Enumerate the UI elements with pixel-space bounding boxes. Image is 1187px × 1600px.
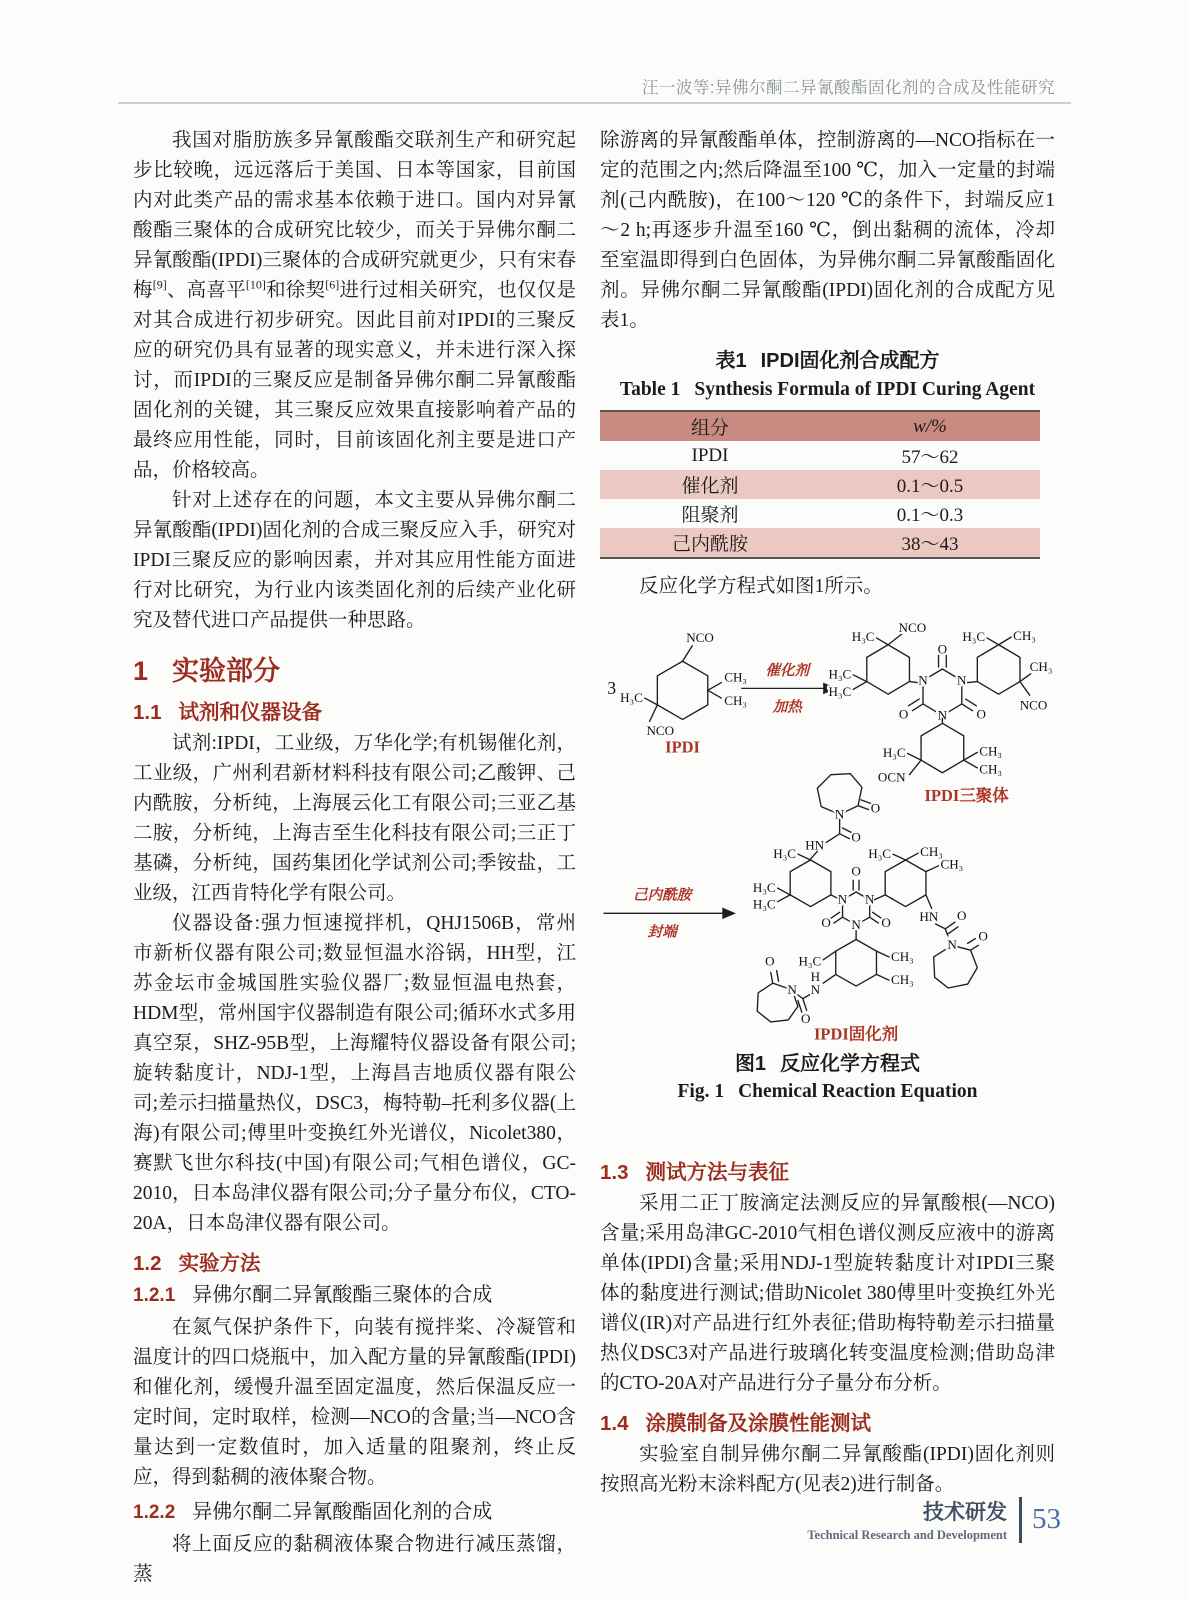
hn-label: HN [805,837,825,853]
table1 [600,410,1040,559]
nitrogen-label: N [834,806,845,822]
nco-label: NCO [646,722,675,738]
table1-label-en: Table 1 [619,379,681,400]
section-number: 1.2 [133,1252,162,1275]
figure1-label-cn: 图1 [734,1053,767,1075]
h3c-label: H₃C [962,628,986,644]
figure1-caption-text-en: Chemical Reaction Equation [738,1081,978,1102]
section-number: 1.2.1 [133,1285,176,1306]
oxygen-label: O [937,641,948,657]
table-cell: 催化剂 [681,476,739,497]
ipdi-trimer-structure [829,620,1053,805]
oxygen-label: O [800,1010,811,1026]
text-run: 、高喜平 [166,280,246,301]
h3c-label: H₃C [752,896,776,912]
oxygen-label: O [851,863,861,879]
citation-ref-10: [10] [245,277,266,292]
oxygen-label: O [957,908,967,924]
ch3-label: CH₃ [979,743,1002,759]
oxygen-label: O [881,914,891,930]
oxygen-label: O [821,914,831,930]
table-cell: 己内酰胺 [671,534,748,555]
nitrogen-label: N [937,707,948,723]
figure1-caption-cn [600,1051,1055,1078]
figure1-caption-en [600,1078,1055,1105]
section-title: 试剂和仪器设备 [178,701,322,724]
text-run: 我国对脂肪族多异氰酸酯交联剂生产和研究起步比较晚，远远落后于美国、日本等国家，目前国内对此类产品的需求基本依赖于进口。国内对异氰酸酯三聚体的合成研究比较少，而关于异佛尔酮二异氰酸酯(IPDI)三聚体的合成研究就更少，只有宋春梅 [133,130,576,301]
nitrogen-label: N [957,672,967,688]
h3c-label: H₃C [798,953,822,969]
table1-header-wpct: w/% [913,415,947,437]
test-methods-paragraph: 采用二正丁胺滴定法测反应的异氰酸根(—NCO)含量;采用岛津GC-2010气相色谱仪测反应液中的游离单体(IPDI)含量;采用NDJ-1型旋转黏度计对IPDI三聚体的黏度进行测试;借助Nicolet 380傅里叶变换红外光谱仪(IR)对产品进行红外表征;借助梅特勒差示扫描量热仪DSC3对产品进行玻璃化转变温度检测;借助岛津的CTO-20A对产品进行分子量分布分析。 [600,1193,1055,1394]
oxygen-label: O [976,706,986,722]
h3c-label: H₃C [851,628,875,644]
section-title: 测试方法与表征 [645,1161,789,1184]
ch3-label: CH₃ [891,972,914,988]
reaction-arrow-1 [742,662,837,716]
table-cell: 57～62 [901,447,959,468]
trimer-synthesis-paragraph: 在氮气保护条件下，向装有搅拌桨、冷凝管和温度计的四口烧瓶中，加入配方量的异氰酸酯(IPDI)和催化剂，缓慢升温至固定温度，然后保温反应一定时间，定时取样，检测—NCO的含量;当—NCO含量达到一定数值时，加入适量的阻聚剂，终止反应，得到黏稠的液体聚合物。 [133,1317,576,1488]
h3c-label: H₃C [828,684,852,700]
figure1-reaction-scheme [600,605,1056,1051]
left-column [133,126,576,1590]
table1-header-row [600,411,1040,441]
section-title: 实验部分 [172,656,281,686]
coating-paragraph: 实验室自制异佛尔酮二异氰酸酯(IPDI)固化剂则按照高光粉末涂料配方(见表2)进行制备。 [600,1444,1055,1495]
subsection-heading-1-1 [133,695,576,725]
section-number: 1.2.2 [133,1502,176,1523]
nitrogen-label: N [787,981,797,997]
table1-title-cn [600,348,1055,375]
ch3-label: CH₃ [724,692,747,708]
nitrogen-label: N [864,891,875,907]
ch3-label: CH₃ [940,856,964,872]
nitrogen-label: N [810,981,821,997]
subsubsection-heading-1-2-1 [133,1280,576,1311]
table-row [600,441,1040,470]
oxygen-label: O [851,829,861,845]
intro-paragraph-1 [133,126,576,486]
footer-section-labels [807,1496,1007,1543]
stoichiometric-coefficient: 3 [607,678,617,699]
h3c-label: H₃C [752,879,776,895]
nitrogen-label: N [837,891,848,907]
ch3-label: CH₃ [979,761,1002,777]
ch3-label: CH₃ [891,948,914,964]
nco-label: NCO [898,620,927,636]
reagents-paragraph: 试剂:IPDI，工业级，万华化学;有机锡催化剂，工业级，广州利君新材料科技有限公司;乙酸钾、己内酰胺，分析纯，上海展云化工有限公司;三亚乙基二胺，分析纯，上海吉至生化科技有限公司;三正丁基磷，分析纯，国药集团化学试剂公司;季铵盐，工业级，江西肯特化学有限公司。 [133,733,576,904]
curing-agent-synthesis-paragraph: 将上面反应的黏稠液体聚合物进行减压蒸馏，蒸 [133,1534,576,1585]
heating-condition-label: 加热 [772,699,802,716]
blocking-condition-label: 封端 [647,924,677,941]
page-number: 53 [1032,1503,1061,1535]
citation-ref-6: [6] [325,277,340,292]
h3c-label: H₃C [773,846,797,862]
ipdi-curing-agent-structure [753,774,988,1044]
table-row [600,528,1040,558]
header-divider [118,102,1071,104]
citation-ref-9: [9] [152,277,167,292]
h3c-label: H₃C [868,846,892,862]
footer-divider [1019,1497,1022,1543]
nitrogen-label: N [851,916,861,932]
section-number: 1.4 [600,1412,629,1435]
section-title: 涂膜制备及涂膜性能测试 [645,1412,871,1435]
nco-label: NCO [1019,697,1048,713]
reactant-label: IPDI [665,737,700,757]
subsection-heading-1-2 [133,1246,576,1276]
figure1-caption-text-cn: 反应化学方程式 [780,1053,921,1075]
section-number: 1.3 [600,1161,629,1184]
intro-paragraph-2: 针对上述存在的问题，本文主要从异佛尔酮二异氰酸酯(IPDI)固化剂的合成三聚反应入手，研究对IPDI三聚反应的影响因素，并对其应用性能方面进行对比研究，为行业内该类固化剂的后续产业化研究及替代进口产品提供一种思路。 [133,490,576,631]
table-cell: 38～43 [901,534,959,555]
table-row [600,470,1040,499]
section-heading-1 [133,649,576,688]
ipdi-monomer-structure [607,630,747,757]
reaction-arrow-2 [604,887,736,941]
table-cell: 0.1～0.3 [896,505,964,526]
continuation-paragraph: 除游离的异氰酸酯单体，控制游离的—NCO指标在一定的范围之内;然后降温至100 ℃，加入一定量的封端剂(己内酰胺)，在100～120 ℃的条件下，封端反应1～2 h;再逐步升温至160 ℃，倒出黏稠的流体，冷却至室温即得到白色固体，为异佛尔酮二异氰酸酯固化剂。异佛尔酮二异氰酸酯(IPDI)固化剂的合成配方见表1。 [600,130,1055,331]
table1-caption-en: Synthesis Formula of IPDI Curing Agent [694,379,1036,400]
ocn-label: OCN [877,769,906,785]
h3c-label: H₃C [620,689,643,705]
table-row [600,499,1040,528]
subsection-heading-1-3 [600,1155,1055,1185]
right-column [600,126,1055,1500]
section-title: 异佛尔酮二异氰酸酯固化剂的合成 [192,1501,493,1523]
section-number: 1 [133,656,149,686]
oxygen-label: O [898,706,909,722]
catalyst-condition-label: 催化剂 [765,662,810,679]
table-cell: 阻聚剂 [681,505,739,526]
text-run: 和徐契 [265,280,326,301]
oxygen-label: O [765,953,775,969]
table-cell: 0.1～0.5 [896,476,964,497]
ch3-label: CH₃ [724,669,747,685]
section-number: 1.1 [133,701,162,724]
text-run: 进行过相关研究，也仅仅是对其合成进行初步研究。因此目前对IPDI的三聚反应的研究仍具有显著的现实意义，并未进行深入探讨，而IPDI的三聚反应是制备异佛尔酮二异氰酸酯固化剂的关键，其三聚反应效果直接影响着产品的最终应用性能，同时，目前该固化剂主要是进口产品，价格较高。 [133,280,576,481]
product1-label: IPDI三聚体 [924,785,1009,805]
page-footer [807,1496,1061,1543]
hn-label: HN [919,909,939,925]
nitrogen-label: N [947,937,957,953]
ch3-label: CH₃ [1013,627,1036,643]
hydrogen-label: H [810,969,821,985]
footer-section-en: Technical Research and Development [807,1528,1007,1542]
oxygen-label: O [978,928,988,944]
ch3-label: CH₃ [1029,658,1053,674]
running-head: 汪一波等:异佛尔酮二异氰酸酯固化剂的合成及性能研究 [641,79,1055,97]
caprolactam-condition-label: 己内酰胺 [633,887,692,904]
subsubsection-heading-1-2-2 [133,1497,576,1528]
figure-intro-paragraph: 反应化学方程式如图1所示。 [639,576,883,597]
h3c-label: H₃C [882,745,906,761]
section-title: 实验方法 [178,1252,261,1275]
table1-title-en [600,376,1055,403]
product2-label: IPDI固化剂 [814,1024,899,1044]
section-title: 异佛尔酮二异氰酸酯三聚体的合成 [192,1284,493,1306]
subsection-heading-1-4 [600,1406,1055,1436]
oxygen-label: O [870,800,881,816]
nitrogen-label: N [918,672,928,688]
h3c-label: H₃C [828,666,852,682]
footer-section-cn: 技术研发 [923,1501,1007,1524]
table1-header-component: 组分 [690,418,729,439]
table-cell: IPDI [691,444,729,466]
nco-label: NCO [686,629,714,645]
instruments-paragraph: 仪器设备:强力恒速搅拌机，QHJ1506B，常州市新析仪器有限公司;数显恒温水浴锅，HH型，江苏金坛市金城国胜实验仪器厂;数显恒温电热套，HDM型，常州国宇仪器制造有限公司;循环水式多用真空泵，SHZ-95B型，上海耀特仪器设备有限公司;旋转黏度计，NDJ-1型，上海昌吉地质仪器有限公司;差示扫描量热仪，DSC3，梅特勒–托利多仪器(上海)有限公司;傅里叶变换红外光谱仪，Nicolet380，赛默飞世尔科技(中国)有限公司;气相色谱仪，GC-2010，日本岛津仪器有限公司;分子量分布仪，CTO-20A，日本岛津仪器有限公司。 [133,913,576,1234]
table1-label-cn: 表1 [715,350,747,372]
figure1-label-en: Fig. 1 [677,1081,725,1102]
table1-caption-cn: IPDI固化剂合成配方 [760,350,940,372]
ch3-label: CH₃ [920,844,943,860]
